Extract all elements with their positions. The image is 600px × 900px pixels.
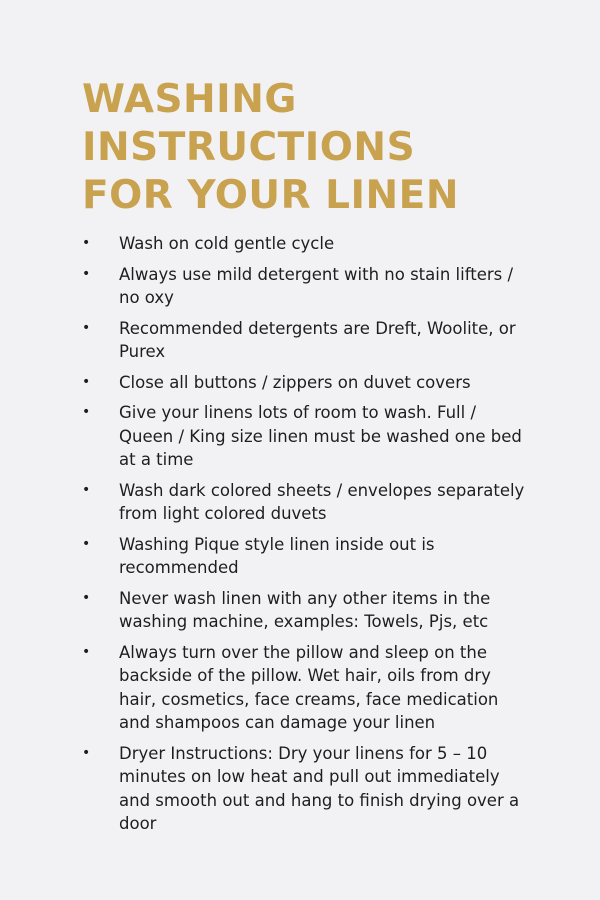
- instruction-text: Dryer Instructions: Dry your linens for 5 – 10 minutes on low heat and pull out immediately and smooth out and hang to finish drying over a door: [119, 743, 520, 833]
- instruction-item: [80, 479, 525, 526]
- bullet-icon: •: [82, 589, 91, 606]
- instruction-item: [80, 401, 525, 472]
- instruction-text: Close all buttons / zippers on duvet covers: [119, 372, 471, 392]
- bullet-icon: •: [82, 319, 91, 336]
- bullet-icon: •: [82, 481, 91, 498]
- bullet-icon: •: [82, 744, 91, 761]
- instruction-item: [80, 533, 525, 580]
- instruction-text: Always use mild detergent with no stain lifters / no oxy: [119, 264, 514, 307]
- title-line-2: INSTRUCTIONS: [82, 125, 416, 170]
- instruction-item: [80, 742, 525, 836]
- instruction-text: Never wash linen with any other items in the washing machine, examples: Towels, Pjs, etc: [119, 588, 491, 631]
- instruction-text: Washing Pique style linen inside out is recommended: [119, 534, 435, 577]
- instruction-text: Recommended detergents are Dreft, Woolite, or Purex: [119, 318, 516, 361]
- title-line-1: WASHING: [82, 77, 297, 122]
- bullet-icon: •: [82, 373, 91, 390]
- bullet-icon: •: [82, 535, 91, 552]
- instruction-text: Give your linens lots of room to wash. Full / Queen / King size linen must be washed one bed at a time: [119, 403, 522, 469]
- bullet-icon: •: [82, 265, 91, 282]
- instruction-item: [80, 263, 525, 310]
- instruction-item: [80, 232, 525, 256]
- instruction-text: Wash dark colored sheets / envelopes separately from light colored duvets: [119, 480, 525, 523]
- bullet-icon: •: [82, 404, 91, 420]
- instruction-list: [80, 232, 525, 843]
- instruction-text: Always turn over the pillow and sleep on the backside of the pillow. Wet hair, oils from dry hair, cosmetics, face creams, face medication and shampoos can damage your linen: [119, 642, 499, 732]
- bullet-icon: •: [82, 643, 91, 660]
- instruction-item: [80, 317, 525, 364]
- instruction-text: Wash on cold gentle cycle: [119, 234, 335, 253]
- bullet-icon: •: [82, 235, 91, 251]
- page-title: [82, 76, 562, 220]
- title-line-3: FOR YOUR LINEN: [82, 173, 459, 218]
- instruction-item: [80, 587, 525, 634]
- instruction-item: [80, 641, 525, 735]
- instruction-item: [80, 371, 525, 395]
